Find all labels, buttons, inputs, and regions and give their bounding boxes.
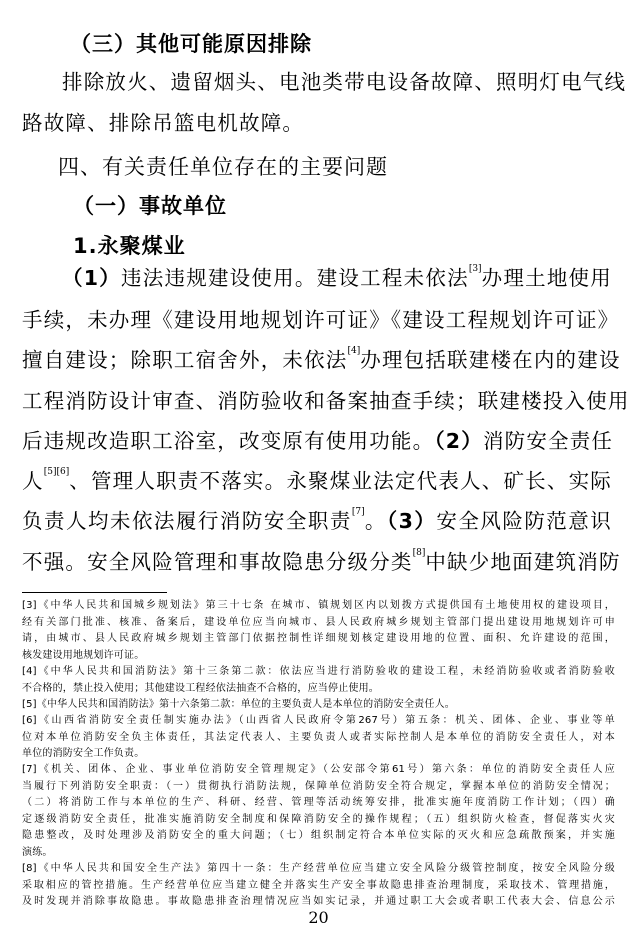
footnote-5: [5]《中华人民共和国消防法》第十六条第二款：单位的主要负责人是本单位的消防安全责任人。 [22,699,455,710]
heading-yongju: 1.永聚煤业 [73,234,186,258]
footnote-ref[interactable]: [8] [412,548,426,558]
heading-section-four: 四、有关责任单位存在的主要问题 [58,155,388,179]
page-number: 20 [308,908,329,927]
heading-other-causes: （三）其他可能原因排除 [70,32,312,56]
paragraph-line: 手续，未办理《建设用地规划许可证》《建设工程规划许可证》 [22,308,620,332]
paragraph-line: 负责人均未依法履行消防安全职责[7]。（3）安全风险防范意识 [22,507,612,533]
paragraph-line: （1）违法违规建设使用。建设工程未依法[3]办理土地使用 [62,264,612,290]
heading-accident-unit: （一）事故单位 [73,194,227,218]
footnote-3: [3]《中华人民共和国城乡规划法》第三十七条 在城市、镇规划区内以划拨方式提供国有土地使用权的建设项目， 经有关部门批准、核准、备案后，建设单位应当向城市、县人民政府城乡规划主管部门提出建设用地规划许可申 请，由城市、县人民政府城乡规划主管部门依据控制性详细规划核定建设用地的位置、面积、允许建设的范围， 核发建设用地规划许可证。 [22,600,615,661]
footnote-ref[interactable]: [5][6] [43,467,70,477]
footnote-7: [7]《机关、团体、企业、事业单位消防安全管理规定》（公安部令第61号）第六条：单位的消防安全责任人应 当履行下列消防安全职责：（一）贯彻执行消防法规，保障单位消防安全符合规定，掌握本单位的消防安全情况； （二）将消防工作与本单位的生产、科研、经营、管理等活动统筹安排，批准实施年度消防工作计划；（四）确 定逐级消防安全责任，批准实施消防安全制度和保障消防安全的操作规程；（五）组织防火检查，督促落实火灾 隐患整改，及时处理涉及消防安全的重大问题；（七）组织制定符合本单位实际的灭火和应急疏散预案，并实施 演练。 [22,764,615,858]
paragraph-line: 工程消防设计审查、消防验收和备案抽查手续；联建楼投入使用 [22,389,630,413]
footnote-6: [6]《山西省消防安全责任制实施办法》（山西省人民政府令第267号）第五条：机关、团体、企业、事业等单 位对本单位消防安全负主体责任，其法定代表人、主要负责人或者实际控制人是本单位的消防安全责任人，对本 单位的消防安全工作负责。 [22,715,615,759]
item-number: （3） [386,509,437,533]
footnote-ref[interactable]: [7] [351,507,365,517]
paragraph-line: 人[5][6]、管理人职责不落实。永聚煤业法定代表人、矿长、实际 [22,467,613,493]
paragraph-line: 后违规改造职工浴室，改变原有使用功能。（2）消防安全责任 [22,429,614,453]
footnote-ref[interactable]: [3] [468,264,482,274]
item-number: （2） [434,429,483,453]
paragraph-line: 擅自建设；除职工宿舍外，未依法[4]办理包括联建楼在内的建设 [22,346,621,372]
paragraph-line: 排除放火、遗留烟头、电池类带电设备故障、照明灯电气线 [62,70,627,94]
footnote-8: [8]《中华人民共和国安全生产法》第四十一条：生产经营单位应当建立安全风险分级管控制度，按安全风险分级 采取相应的管控措施。生产经营单位应当建立健全并落实生产安全事故隐患排查治理制度，采取技术、管理措施， 及时发现并消除事故隐患。事故隐患排查治理情况应当如实记录，并通过职工大会或者职工代表大会、信息公示 [22,863,615,907]
footnote-separator [22,592,167,593]
footnote-ref[interactable]: [4] [347,346,361,356]
footnote-4: [4]《中华人民共和国消防法》第十三条第二款：依法应当进行消防验收的建设工程，未经消防验收或者消防验收 不合格的，禁止投入使用；其他建设工程经依法抽查不合格的，应当停止使用。 [22,666,615,694]
paragraph-line: 不强。安全风险管理和事故隐患分级分类[8]中缺少地面建筑消防 [22,548,621,574]
paragraph-line: 路故障、排除吊篮电机故障。 [22,111,305,135]
item-number: （1） [62,266,121,290]
